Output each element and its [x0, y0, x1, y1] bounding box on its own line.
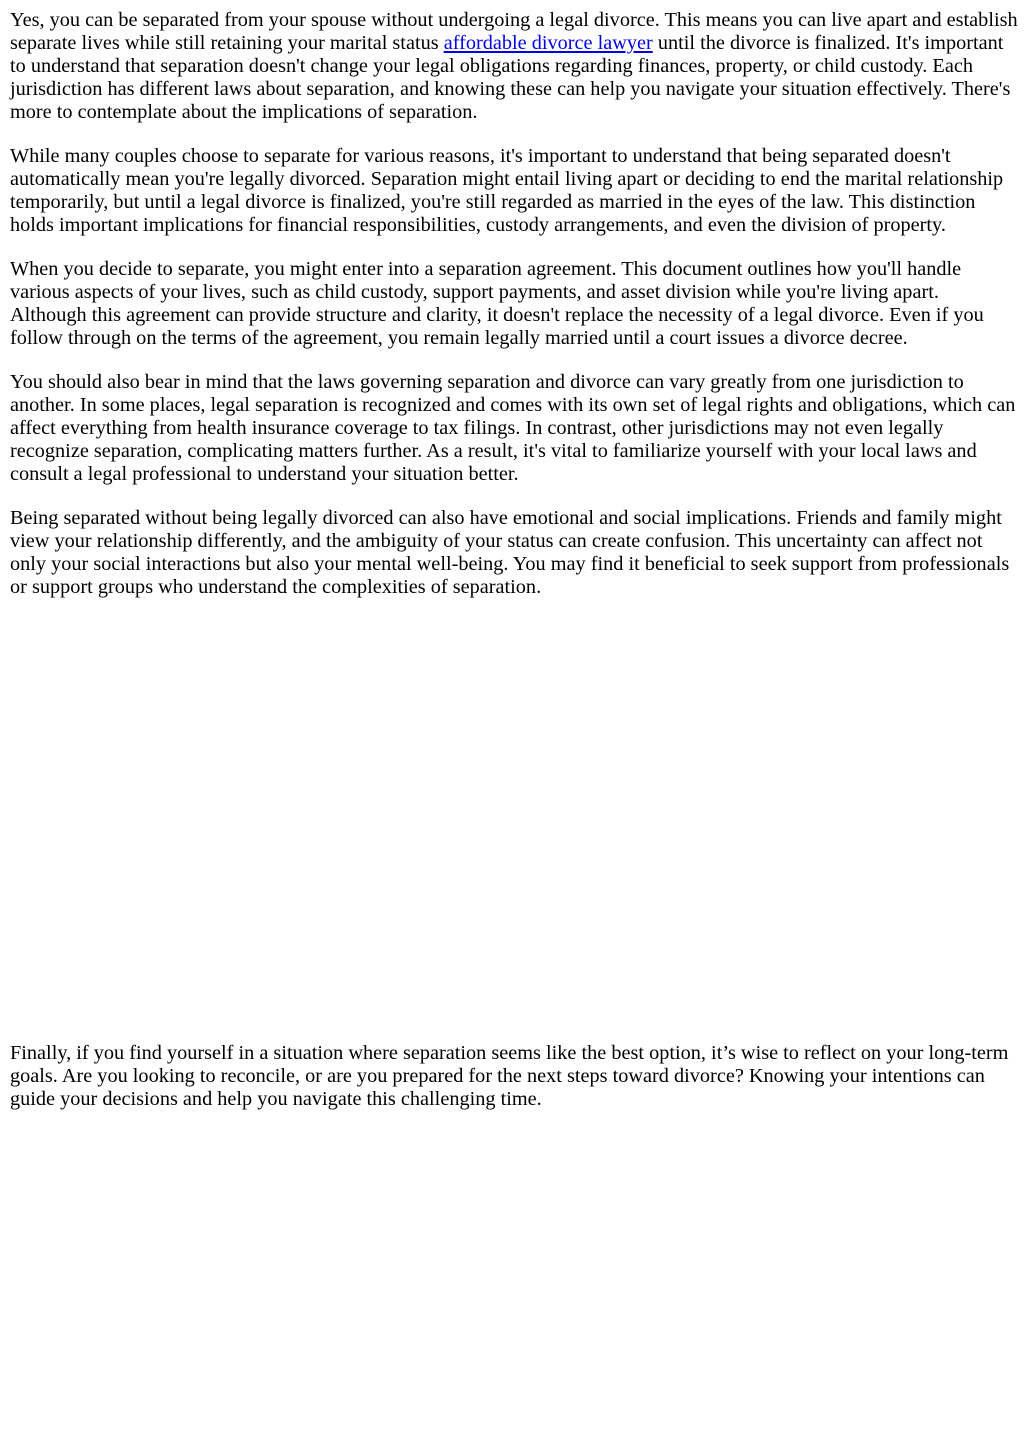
paragraph-5: Being separated without being legally divorced can also have emotional and social implications. Friends and family might view your relationship differently, and the ambiguity of your status can create confusion. This uncertainty can affect not only your social interactions but also your mental well-being. You may find it beneficial to seek support from professionals or support groups who understand the complexities of separation.	[10, 507, 1010, 598]
paragraph-3: When you decide to separate, you might enter into a separation agreement. This document outlines how you'll handle various aspects of your lives, such as child custody, support payments, and asset division while you're living apart. Although this agreement can provide structure and clarity, it doesn't replace the necessity of a legal divorce. Even if you follow through on the terms of the agreement, you remain legally married until a court issues a divorce decree.	[10, 258, 984, 349]
paragraph-2: While many couples choose to separate for various reasons, it's important to understand that being separated doesn't automatically mean you're legally divorced. Separation might entail living apart or deciding to end the marital relationship temporarily, but until a legal divorce is finalized, you're still regarded as married in the eyes of the law. This distinction holds important implications for financial responsibilities, custody arrangements, and even the division of property.	[10, 145, 1004, 236]
paragraph-1-text-after-link: until the divorce is finalized. It's important to understand that separation doesn't change your legal obligations regarding finances, property, or child custody. Each jurisdiction has different laws about separation, and knowing these can help you navigate your situation effectively. There's more to contemplate about the implications of separation.	[10, 32, 1011, 123]
affordable-divorce-lawyer-link[interactable]: affordable divorce lawyer	[443, 32, 653, 54]
article-body	[10, 9, 1018, 1132]
paragraph-1	[10, 9, 1018, 124]
paragraph-1-text-before-link: Yes, you can be separated from your spouse without undergoing a legal divorce. This means you can live apart and establish separate lives while still retaining your marital status	[10, 9, 1018, 54]
paragraph-4: You should also bear in mind that the laws governing separation and divorce can vary greatly from one jurisdiction to another. In some places, legal separation is recognized and comes with its own set of legal rights and obligations, which can affect everything from health insurance coverage to tax filings. In contrast, other jurisdictions may not even legally recognize separation, complicating matters further. As a result, it's vital to familiarize yourself with your local laws and consult a legal professional to understand your situation better.	[10, 371, 1016, 485]
paragraph-6: Finally, if you find yourself in a situation where separation seems like the best option, it’s wise to reflect on your long-term goals. Are you looking to reconcile, or are you prepared for the next steps toward divorce? Knowing your intentions can guide your decisions and help you navigate this challenging time.	[10, 1042, 1009, 1110]
